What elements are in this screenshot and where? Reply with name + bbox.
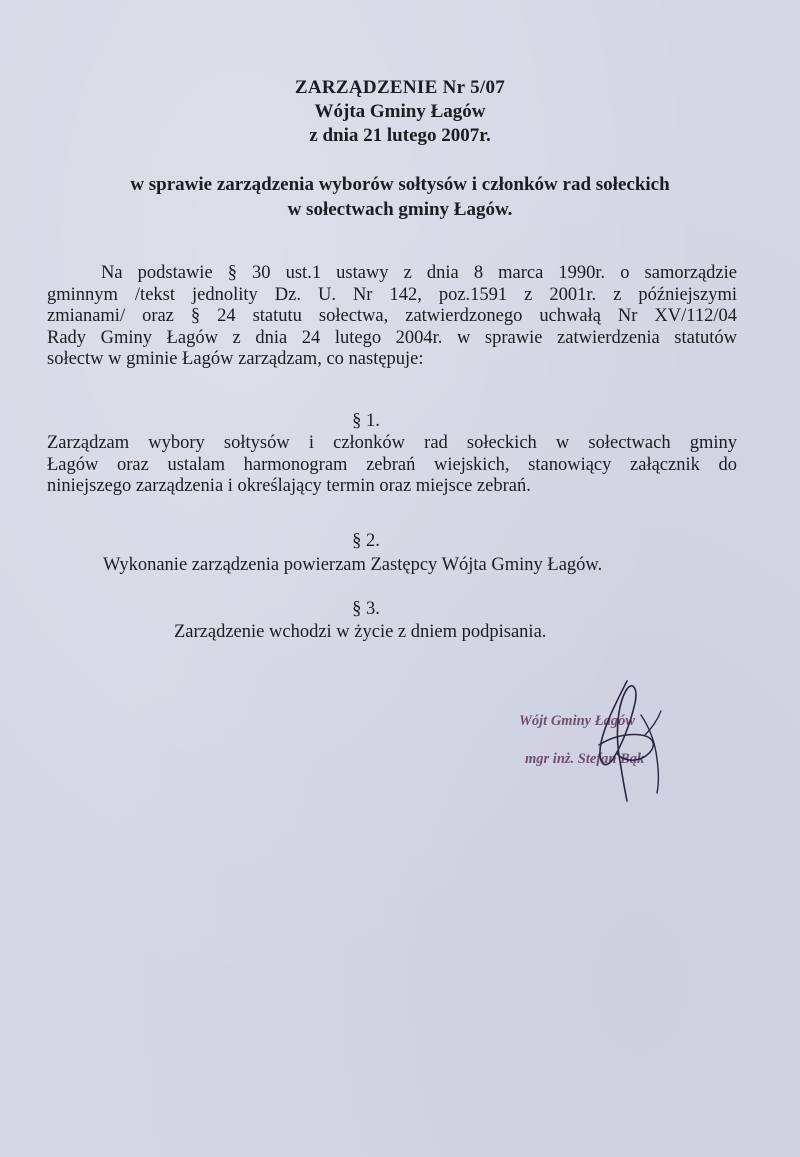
intro-line: Rady Gminy Łagów z dnia 24 lutego 2004r. w sprawie zatwierdzenia statutów — [47, 327, 737, 348]
handwritten-signature-icon — [575, 675, 695, 805]
stamp-name: mgr inż. Stefan Bąk — [525, 751, 645, 767]
intro-line: sołectw w gminie Łagów zarządzam, co następuje: — [47, 349, 424, 369]
document-issuer: Wójta Gminy Łagów — [314, 101, 486, 122]
section-3-symbol: § 3. — [352, 599, 380, 619]
document-date: z dnia 21 lutego 2007r. — [309, 125, 491, 146]
intro-line: zmianami/ oraz § 24 statutu sołectwa, zatwierdzonego uchwałą Nr XV/112/04 — [47, 306, 737, 326]
document-subject-line-1: w sprawie zarządzenia wyborów sołtysów i członków rad sołeckich — [130, 174, 670, 195]
stamp-title: Wójt Gminy Łagów — [519, 713, 636, 729]
document-title: ZARZĄDZENIE Nr 5/07 — [294, 77, 506, 98]
intro-paragraph — [47, 263, 737, 371]
section-2-body: Wykonanie zarządzenia powierzam Zastępcy Wójta Gminy Łagów. — [103, 555, 603, 575]
section-2-symbol: § 2. — [352, 531, 380, 551]
section-1-symbol: § 1. — [352, 411, 380, 431]
intro-line: Na podstawie § 30 ust.1 ustawy z dnia 8 marca 1990r. o samorządzie — [101, 263, 737, 283]
section-1-line: niniejszego zarządzenia i określający termin oraz miejsce zebrań. — [47, 476, 531, 496]
document-subject-line-2: w sołectwach gminy Łagów. — [287, 199, 513, 220]
section-1-line: Zarządzam wybory sołtysów i członków rad sołeckich w sołectwach gminy — [47, 433, 737, 453]
section-3-body: Zarządzenie wchodzi w życie z dniem podpisania. — [174, 622, 547, 642]
intro-line: gminnym /tekst jednolity Dz. U. Nr 142, poz.1591 z 2001r. z późniejszymi — [47, 284, 737, 305]
section-1-line: Łagów oraz ustalam harmonogram zebrań wiejskich, stanowiący załącznik do — [47, 454, 737, 475]
section-1-body — [47, 433, 737, 498]
